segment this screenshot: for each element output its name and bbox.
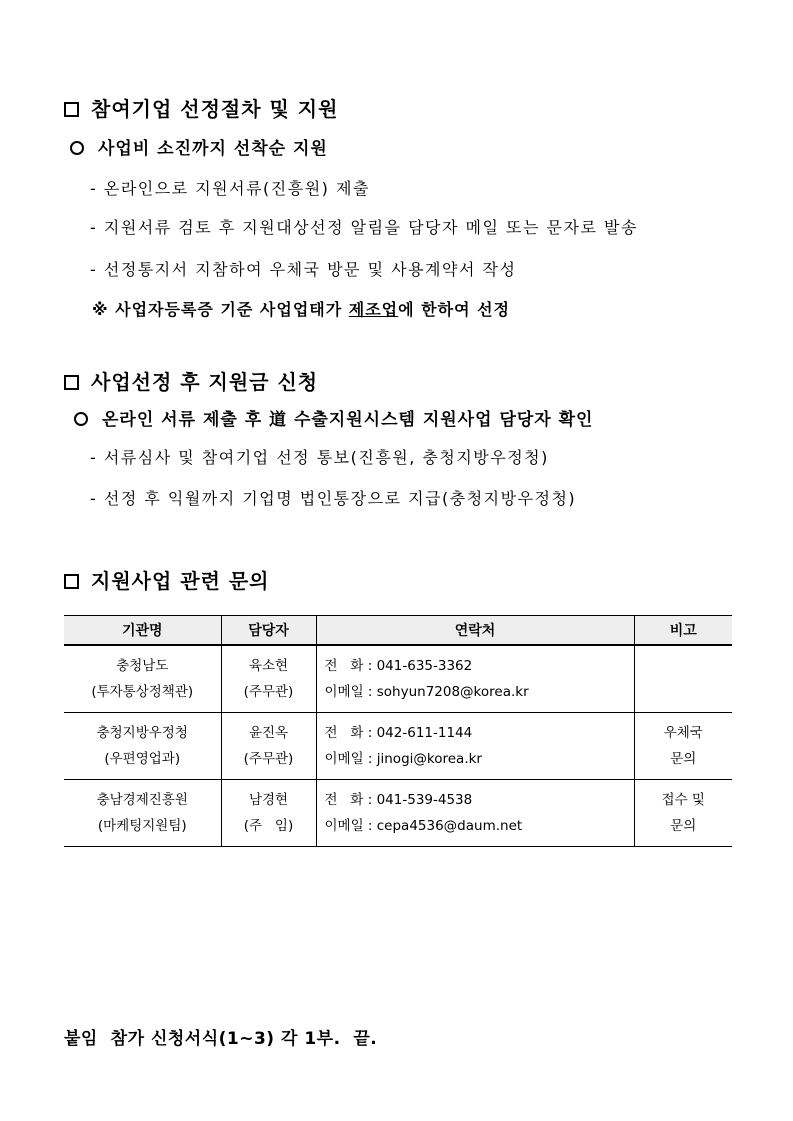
contact-cell [316, 645, 634, 713]
header-contact-info: 연락처 [316, 616, 634, 646]
checkbox-square-icon [64, 102, 79, 117]
contact-cell [316, 713, 634, 780]
person-cell: 육소현 (주무관) [221, 645, 316, 713]
subtitle-online-submission: 온라인 서류 제출 후 道 수출지원시스템 지원사업 담당자 확인 [74, 405, 593, 430]
section-title-inquiry: 지원사업 관련 문의 [64, 565, 270, 594]
header-contact-person: 담당자 [221, 616, 316, 646]
section-title-application: 사업선정 후 지원금 신청 [64, 366, 318, 395]
list-item: - 선정 후 익월까지 기업명 법인통장으로 지급(충청지방우정청) [90, 489, 577, 508]
table-row [64, 645, 732, 713]
eligibility-note: ※ 사업자등록증 기준 사업업태가 제조업에 한하여 선정 [92, 300, 511, 319]
checkbox-square-icon [64, 574, 79, 589]
contacts-table [64, 615, 732, 847]
phone-text: 전 화 : 041-539-4538 [324, 792, 473, 808]
list-item: - 온라인으로 지원서류(진흥원) 제출 [90, 179, 370, 198]
circle-bullet-icon [74, 412, 88, 426]
person-cell: 남경현 (주 임) [221, 780, 316, 847]
email-text: 이메일 : jinogi@korea.kr [324, 751, 482, 767]
table-row [64, 780, 732, 847]
checkbox-square-icon [64, 375, 79, 390]
attachment-footer: 붙임 참가 신청서식(1~3) 각 1부. 끝. [64, 1029, 378, 1049]
list-item: - 지원서류 검토 후 지원대상선정 알림을 담당자 메일 또는 문자로 발송 [90, 218, 638, 237]
subtitle-first-come: 사업비 소진까지 선착순 지원 [70, 134, 328, 159]
remarks-cell: 우체국 문의 [634, 713, 732, 780]
header-org: 기관명 [64, 616, 221, 646]
header-remarks: 비고 [634, 616, 732, 646]
person-cell: 윤진옥 (주무관) [221, 713, 316, 780]
email-text: 이메일 : cepa4536@daum.net [324, 818, 523, 834]
org-cell: 충청남도 (투자통상정책관) [64, 645, 221, 713]
phone-text: 전 화 : 041-635-3362 [324, 658, 473, 674]
org-cell: 충남경제진흥원 (마케팅지원팀) [64, 780, 221, 847]
org-cell: 충청지방우정청 (우편영업과) [64, 713, 221, 780]
phone-text: 전 화 : 042-611-1144 [324, 725, 473, 741]
table-row [64, 713, 732, 780]
list-item: - 선정통지서 지참하여 우체국 방문 및 사용계약서 작성 [90, 260, 517, 279]
list-item: - 서류심사 및 참여기업 선정 통보(진흥원, 충청지방우정청) [90, 448, 549, 467]
email-text: 이메일 : sohyun7208@korea.kr [324, 684, 529, 700]
remarks-cell [634, 645, 732, 713]
circle-bullet-icon [70, 141, 84, 155]
remarks-cell: 접수 및 문의 [634, 780, 732, 847]
contact-cell [316, 780, 634, 847]
manufacturing-underlined: 제조업 [348, 300, 399, 319]
section-title-selection: 참여기업 선정절차 및 지원 [64, 93, 338, 122]
table-header-row [64, 616, 732, 646]
